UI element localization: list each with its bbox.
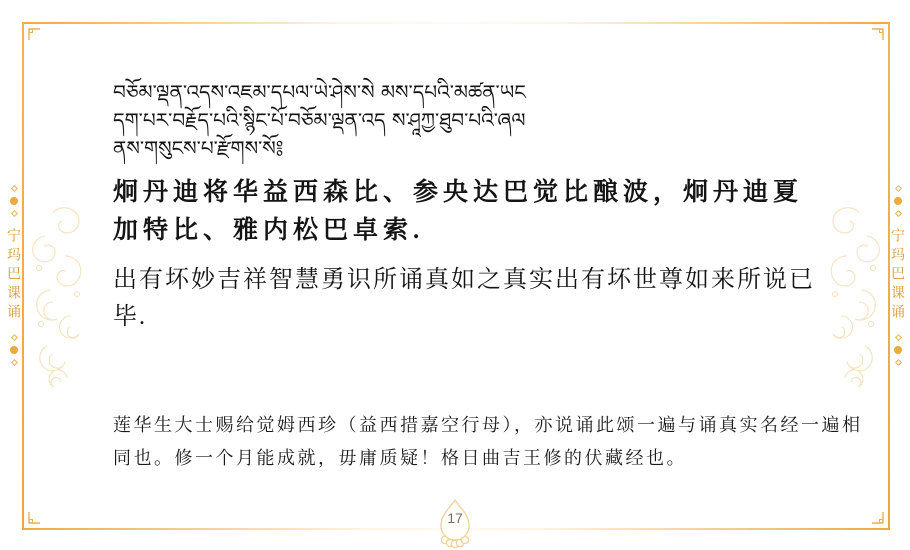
diamond-mark-icon xyxy=(10,359,17,366)
diamond-mark-icon xyxy=(894,334,901,341)
tibetan-text-block xyxy=(113,78,713,162)
dot-mark-icon xyxy=(10,197,18,205)
tibetan-line: དག་པར་བརྗོད་པའི་སྙིང་པོ་བཅོམ་ལྡན་འད ས་ཤཱཀྱ་ཐུབ་པའི་ཞལ xyxy=(113,108,526,132)
cloud-scroll-icon xyxy=(25,198,91,408)
diamond-mark-icon xyxy=(10,185,17,192)
tibetan-line: བཅོམ་ལྡན་འདས་འཇམ་དཔལ་ཡེ་ཤེས་སེ མས་དཔའི་མཚན་ཡང xyxy=(113,80,526,104)
page-number-seal xyxy=(434,497,476,549)
chinese-transliteration: 炯丹迪将华益西森比、参央达巴觉比酿波，炯丹迪夏加特比、雅内松巴卓索. xyxy=(113,179,804,244)
frame-top-border xyxy=(22,22,888,24)
diamond-mark-icon xyxy=(10,210,17,217)
dot-mark-icon xyxy=(894,346,902,354)
corner-bracket-icon xyxy=(871,27,885,41)
left-margin-column xyxy=(5,183,23,368)
book-title-vertical: 宁玛巴课诵 xyxy=(6,228,22,323)
chinese-translation: 出有坏妙吉祥智慧勇识所诵真如之真实出有坏世尊如来所说已毕. xyxy=(113,267,815,330)
diamond-mark-icon xyxy=(894,185,901,192)
tibetan-line: ནས་གསུངས་པ་རྫོགས་སོ༔ xyxy=(113,136,284,160)
footnote-text: 莲华生大士赐给觉姆西珍（益西措嘉空行母），亦说诵此颂一遍与诵真实名经一遍相同也。修一个月能成就，毋庸质疑！格日曲吉王修的伏藏经也。 xyxy=(113,415,863,468)
dot-mark-icon xyxy=(10,346,18,354)
page-number: 17 xyxy=(447,510,463,526)
diamond-mark-icon xyxy=(894,210,901,217)
right-margin-column xyxy=(889,183,907,368)
book-title-vertical: 宁玛巴课诵 xyxy=(890,228,906,323)
dot-mark-icon xyxy=(894,197,902,205)
diamond-mark-icon xyxy=(10,334,17,341)
corner-bracket-icon xyxy=(27,511,41,525)
cloud-scroll-icon xyxy=(821,198,887,408)
diamond-mark-icon xyxy=(894,359,901,366)
corner-bracket-icon xyxy=(27,27,41,41)
corner-bracket-icon xyxy=(871,511,885,525)
